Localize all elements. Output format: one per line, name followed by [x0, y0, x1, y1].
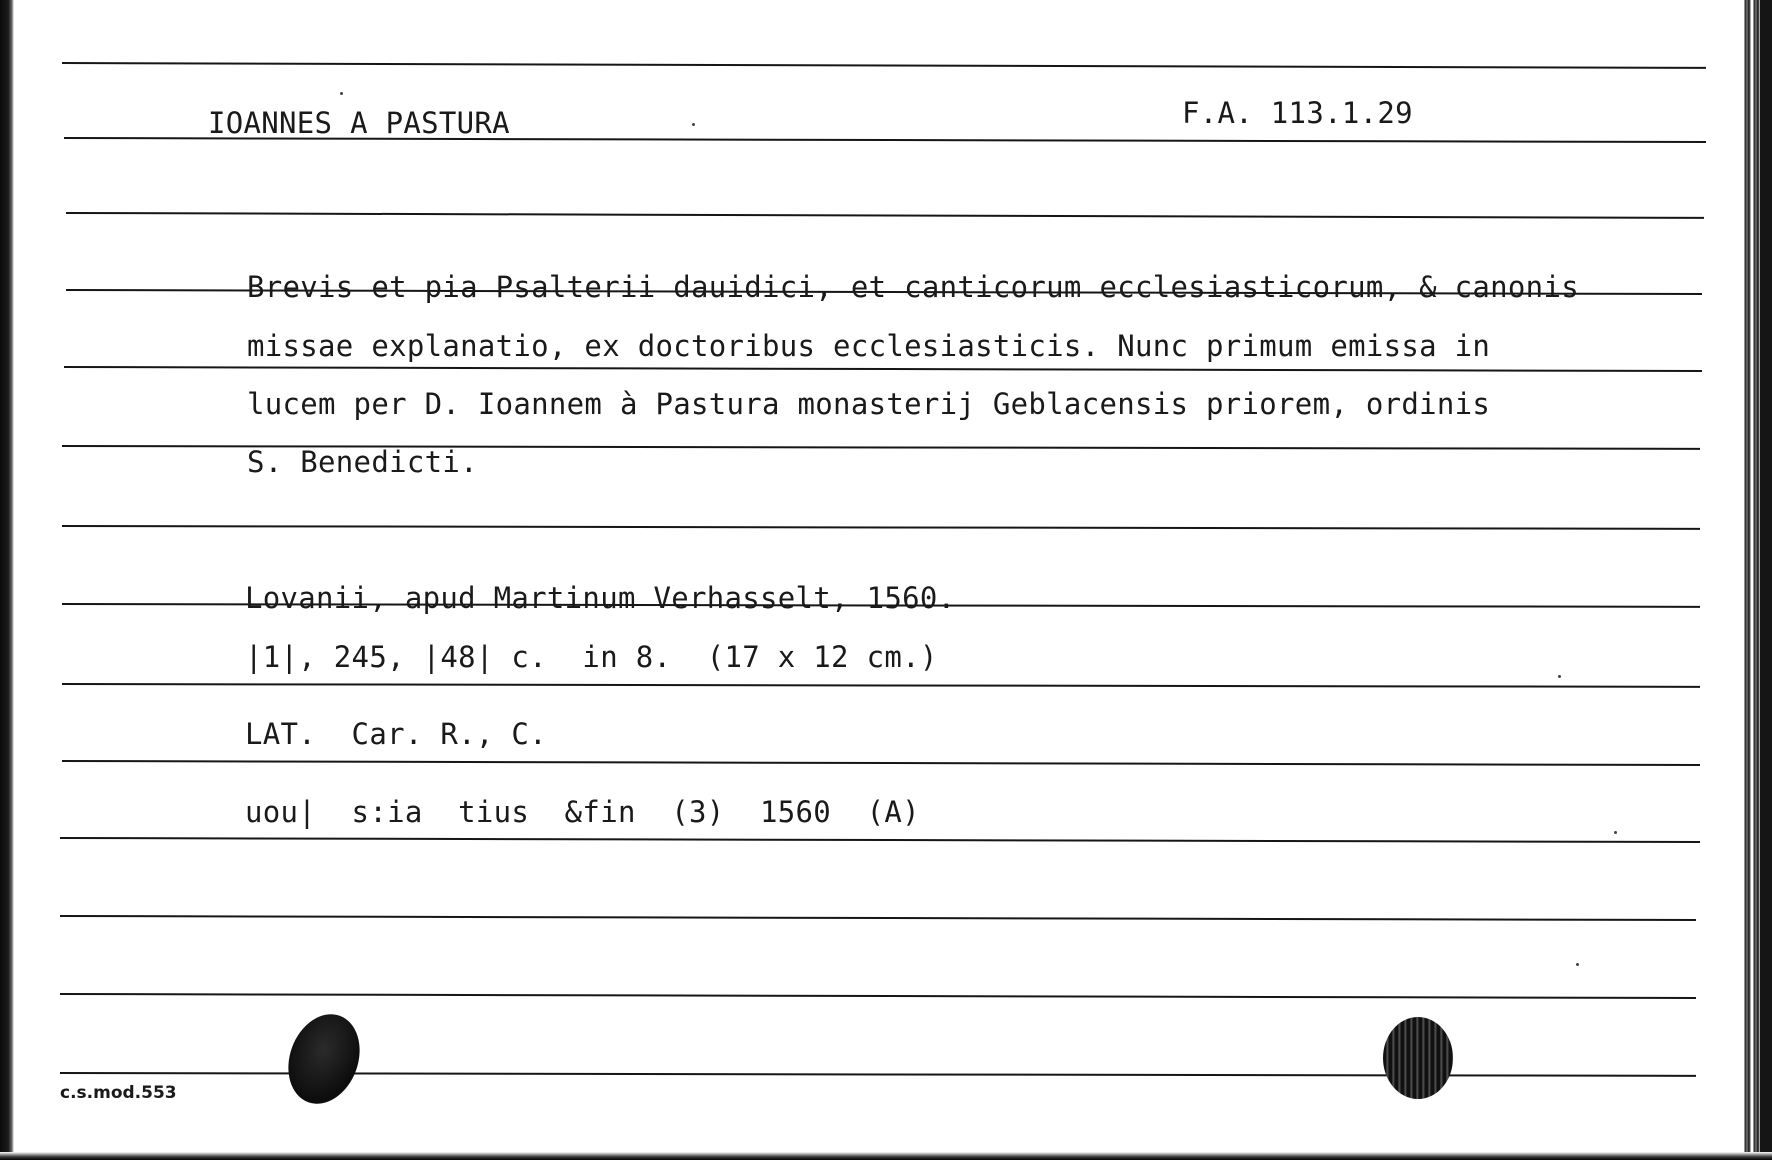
title-line-2: missae explanatio, ex doctoribus ecclesiasticis. Nunc primum emissa in	[247, 329, 1491, 363]
ruled-line	[66, 212, 1704, 219]
punch-hole-right	[1383, 1017, 1453, 1099]
ruled-line	[62, 62, 1706, 69]
punch-hole-left	[276, 1004, 371, 1114]
scan-speck	[1576, 963, 1579, 966]
scan-left-border	[0, 0, 14, 1160]
scan-right-border	[1742, 0, 1772, 1160]
ruled-line	[60, 993, 1696, 999]
form-code: c.s.mod.553	[60, 1083, 177, 1103]
ruled-line	[62, 683, 1700, 688]
collation: |1|, 245, |48| c. in 8. (17 x 12 cm.)	[245, 640, 938, 674]
ruled-line	[60, 915, 1696, 921]
imprint: Lovanii, apud Martinum Verhasselt, 1560.	[245, 581, 956, 615]
shelfmark: F.A. 113.1.29	[1182, 96, 1413, 130]
scan-speck	[1558, 675, 1561, 678]
ruled-line	[60, 837, 1700, 843]
title-line-1: Brevis et pia Psalterii dauidici, et canticorum ecclesiasticorum, & canonis	[247, 270, 1579, 304]
fingerprint: uou| s:ia tius &fin (3) 1560 (A)	[245, 795, 920, 829]
author-heading: IOANNES A PASTURA	[208, 106, 510, 140]
title-line-4: S. Benedicti.	[247, 445, 478, 479]
scan-speck	[692, 123, 695, 126]
ruled-line	[64, 366, 1702, 372]
scan-bottom-border	[0, 1152, 1772, 1160]
ruled-line	[62, 525, 1700, 530]
scan-speck	[340, 92, 343, 95]
title-line-3: lucem per D. Ioannem à Pastura monasterij Geblacensis priorem, ordinis	[247, 387, 1491, 421]
scan-speck	[1614, 831, 1617, 834]
ruled-line	[62, 760, 1700, 766]
language-notes: LAT. Car. R., C.	[245, 717, 547, 751]
